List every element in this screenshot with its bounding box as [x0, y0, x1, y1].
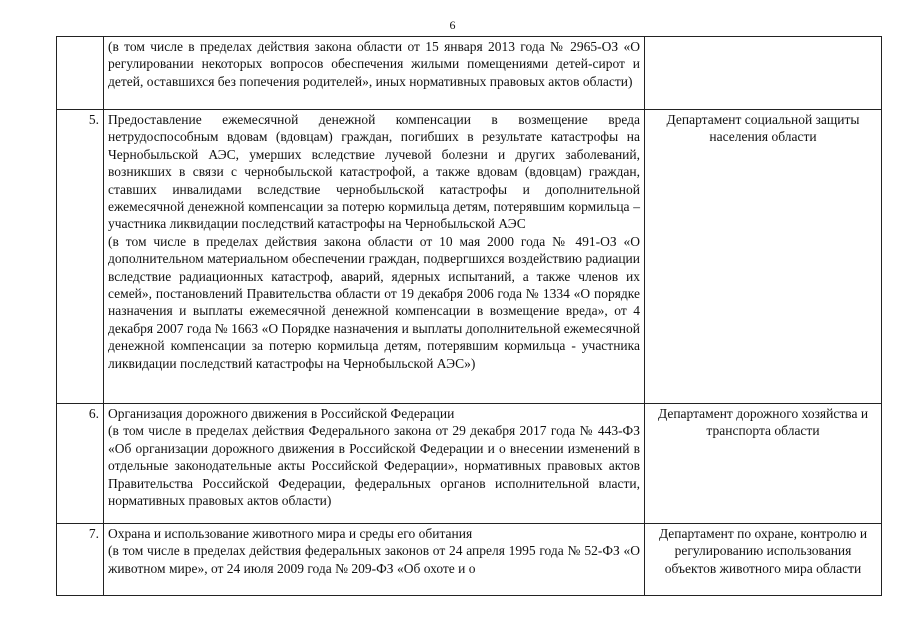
table-row-6 — [57, 404, 882, 524]
row-paragraph: Организация дорожного движения в Российской Федерации — [108, 406, 455, 421]
document-table — [56, 36, 882, 596]
row-number: 7. — [57, 524, 104, 596]
row-number: 5. — [57, 110, 104, 404]
table-row-5 — [57, 110, 882, 404]
row-paragraph: (в том числе в пределах действия федеральных законов от 24 апреля 1995 года № 52-ФЗ «О животном мире», от 24 июля 2009 года № 209-ФЗ «Об охоте и о — [108, 543, 640, 576]
row-department — [645, 37, 882, 110]
row-text — [104, 404, 645, 524]
row-paragraph: (в том числе в пределах действия закона области от 10 мая 2000 года № 491-ОЗ «О дополнительном материальном обеспечении граждан, подвергшихся воздействию радиации вследствие радиационных катастроф, аварий, ядерных испытаний, а также членов их семей», постановлений Правительства области от 19 декабря 2006 года № 1334 «О порядке назначения и выплаты ежемесячной денежной компенсации в возмещение вреда», от 4 декабря 2007 года № 1663 «О Порядке назначения и выплаты дополнительной ежемесячной денежной компенсации за потерю кормильца детям, потерявшим кормильца - участника ликвидации последствий катастрофы на Чернобыльской АЭС») — [108, 233, 640, 371]
row-text — [104, 524, 645, 596]
row-department: Департамент дорожного хозяйства и транспорта области — [645, 404, 882, 524]
row-paragraph: Охрана и использование животного мира и среды его обитания — [108, 526, 473, 541]
row-text — [104, 110, 645, 404]
table-row-7 — [57, 524, 882, 596]
row-department: Департамент по охране, контролю и регулированию использования объектов животного мира области — [645, 524, 882, 596]
row-paragraph: (в том числе в пределах действия закона области от 15 января 2013 года № 2965-ОЗ «О регулировании некоторых вопросов обеспечения жилыми помещениями детей-сирот и детей, оставшихся без попечения родителей», иных нормативных правовых актов области) — [108, 39, 640, 89]
row-number: 6. — [57, 404, 104, 524]
row-number — [57, 37, 104, 110]
row-paragraph: Предоставление ежемесячной денежной компенсации в возмещение вреда нетрудоспособным вдовам (вдовцам) граждан, погибших в результате катастрофы на Чернобыльской АЭС, умерших вследствие лучевой болезни и других заболеваний, возникших в связи с чернобыльской катастрофой, а также вдовам (вдовцам) граждан, ставших инвалидами вследствие чернобыльской катастрофы и дополнительной ежемесячной денежной компенсации за потерю кормильца детям, потерявшим кормильца – участника ликвидации последствий катастрофы на Чернобыльской АЭС — [108, 112, 640, 232]
table-row-continuation — [57, 37, 882, 110]
row-department: Департамент социальной защиты населения области — [645, 110, 882, 404]
row-paragraph: (в том числе в пределах действия Федерального закона от 29 декабря 2017 года № 443-ФЗ «Об организации дорожного движения в Российской Федерации и о внесении изменений в отдельные законодательные акты Российской Федерации», нормативных правовых актов Правительства Российской Федерации, федеральных органов исполнительной власти, нормативных правовых актов области) — [108, 423, 640, 509]
row-text — [104, 37, 645, 110]
page-number: 6 — [449, 18, 456, 32]
